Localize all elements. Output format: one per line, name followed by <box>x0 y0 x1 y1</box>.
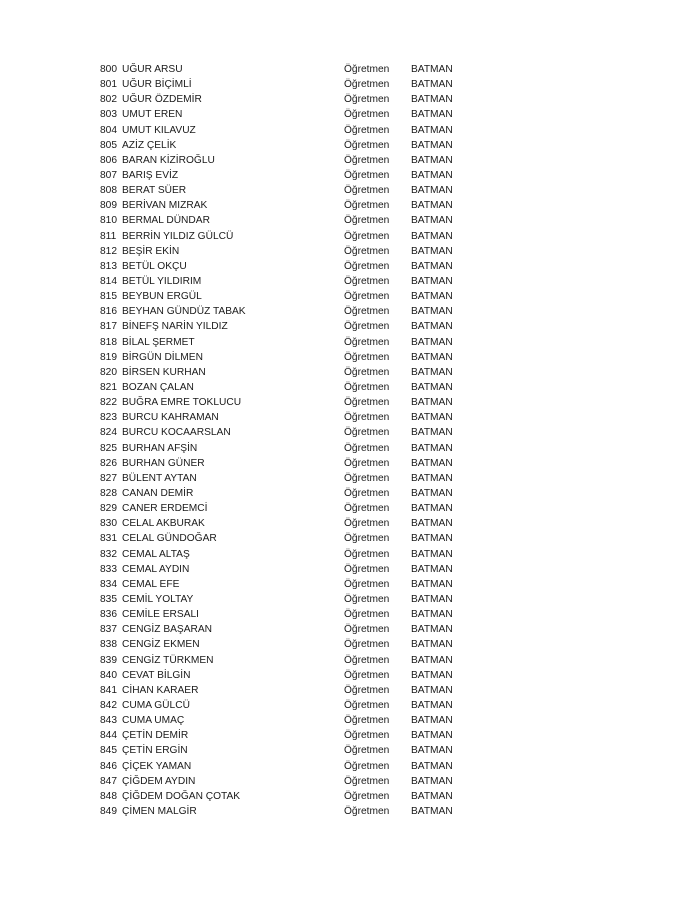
person-role: Öğretmen <box>344 260 390 272</box>
person-role: Öğretmen <box>344 760 390 772</box>
person-role: Öğretmen <box>344 64 390 76</box>
person-role: Öğretmen <box>344 563 390 575</box>
person-name: BEŞİR EKİN <box>122 245 180 257</box>
row-number: 845 <box>100 745 117 757</box>
person-role: Öğretmen <box>344 321 390 333</box>
row-number: 804 <box>100 124 117 136</box>
person-role: Öğretmen <box>344 684 390 696</box>
person-role: Öğretmen <box>344 745 390 757</box>
list-row <box>100 259 480 274</box>
person-name: BUĞRA EMRE TOKLUCU <box>122 397 242 409</box>
row-number: 826 <box>100 457 117 469</box>
row-number: 831 <box>100 533 117 545</box>
person-city: BATMAN <box>411 518 453 530</box>
list-row <box>100 183 480 198</box>
person-name: BETÜL OKÇU <box>122 260 187 272</box>
list-row <box>100 547 480 562</box>
person-role: Öğretmen <box>344 472 390 484</box>
row-number: 837 <box>100 624 117 636</box>
person-role: Öğretmen <box>344 245 390 257</box>
row-number: 811 <box>100 230 117 242</box>
row-number: 806 <box>100 154 117 166</box>
list-row <box>100 713 480 728</box>
row-number: 849 <box>100 805 117 817</box>
list-row <box>100 592 480 607</box>
person-name: CENGİZ EKMEN <box>122 639 200 651</box>
person-name: CEMİLE ERSALI <box>122 609 199 621</box>
person-name: CANAN DEMİR <box>122 488 194 499</box>
person-city: BATMAN <box>411 230 453 242</box>
list-row <box>100 456 480 471</box>
person-city: BATMAN <box>411 760 453 772</box>
row-number: 817 <box>100 321 117 333</box>
person-role: Öğretmen <box>344 775 390 787</box>
person-city: BATMAN <box>411 548 453 560</box>
list-row <box>100 92 480 107</box>
row-number: 825 <box>100 442 117 454</box>
row-number: 840 <box>100 669 117 681</box>
person-role: Öğretmen <box>344 412 390 424</box>
person-name: ÇİĞDEM DOĞAN ÇOTAK <box>122 790 241 802</box>
person-city: BATMAN <box>411 669 453 681</box>
list-row <box>100 622 480 637</box>
row-number: 843 <box>100 715 117 727</box>
list-row <box>100 123 480 138</box>
person-city: BATMAN <box>411 593 453 605</box>
person-role: Öğretmen <box>344 609 390 621</box>
person-city: BATMAN <box>411 139 453 151</box>
person-city: BATMAN <box>411 412 453 424</box>
person-name: BERMAL DÜNDAR <box>122 215 210 227</box>
person-role: Öğretmen <box>344 533 390 545</box>
list-row <box>100 516 480 531</box>
list-row <box>100 410 480 425</box>
person-role: Öğretmen <box>344 306 390 318</box>
person-name: CEVAT BİLGİN <box>122 669 191 681</box>
person-city: BATMAN <box>411 503 453 515</box>
person-city: BATMAN <box>411 306 453 318</box>
person-name: CENGİZ BAŞARAN <box>122 624 213 636</box>
person-role: Öğretmen <box>344 351 390 363</box>
list-row <box>100 531 480 546</box>
list-row <box>100 213 480 228</box>
person-role: Öğretmen <box>344 200 390 212</box>
person-role: Öğretmen <box>344 488 390 499</box>
list-row <box>100 501 480 516</box>
row-number: 816 <box>100 306 117 318</box>
list-row <box>100 77 480 92</box>
row-number: 813 <box>100 260 117 272</box>
list-row <box>100 138 480 153</box>
person-city: BATMAN <box>411 488 453 499</box>
person-name: BİLAL ŞERMET <box>122 336 195 348</box>
person-name: UMUT KILAVUZ <box>122 124 196 136</box>
row-number: 815 <box>100 291 117 303</box>
person-role: Öğretmen <box>344 170 390 182</box>
person-role: Öğretmen <box>344 790 390 802</box>
person-city: BATMAN <box>411 336 453 348</box>
person-name: ÇİĞDEM AYDIN <box>122 775 196 787</box>
person-name: CANER ERDEMCİ <box>122 503 208 515</box>
row-number: 828 <box>100 488 117 499</box>
person-role: Öğretmen <box>344 382 390 394</box>
list-row <box>100 652 480 667</box>
person-role: Öğretmen <box>344 397 390 409</box>
list-row <box>100 637 480 652</box>
person-role: Öğretmen <box>344 94 390 106</box>
person-name: UĞUR BİÇİMLİ <box>122 79 192 91</box>
row-number: 832 <box>100 548 117 560</box>
list-row <box>100 350 480 365</box>
person-role: Öğretmen <box>344 593 390 605</box>
row-number: 842 <box>100 699 117 711</box>
person-city: BATMAN <box>411 154 453 166</box>
person-name: BEYBUN ERGÜL <box>122 291 202 303</box>
list-row <box>100 289 480 304</box>
person-name: CELAL GÜNDOĞAR <box>122 533 217 545</box>
row-number: 821 <box>100 382 117 394</box>
person-name: ÇİMEN MALGİR <box>122 805 197 817</box>
list-row <box>100 607 480 622</box>
list-row <box>100 668 480 683</box>
person-city: BATMAN <box>411 805 453 817</box>
person-city: BATMAN <box>411 109 453 121</box>
row-number: 822 <box>100 397 117 409</box>
list-row <box>100 577 480 592</box>
list-row <box>100 304 480 319</box>
row-number: 830 <box>100 518 117 530</box>
person-name: CELAL AKBURAK <box>122 518 205 530</box>
row-number: 839 <box>100 654 117 666</box>
row-number: 848 <box>100 790 117 802</box>
row-number: 823 <box>100 412 117 424</box>
row-number: 801 <box>100 79 117 91</box>
row-number: 838 <box>100 639 117 651</box>
person-name: BURHAN AFŞİN <box>122 442 198 454</box>
person-role: Öğretmen <box>344 79 390 91</box>
person-role: Öğretmen <box>344 654 390 666</box>
person-role: Öğretmen <box>344 442 390 454</box>
person-city: BATMAN <box>411 382 453 394</box>
list-row <box>100 562 480 577</box>
row-number: 809 <box>100 200 117 212</box>
person-role: Öğretmen <box>344 548 390 560</box>
person-city: BATMAN <box>411 654 453 666</box>
person-name: BİNEFŞ NARİN YILDIZ <box>122 321 228 333</box>
person-role: Öğretmen <box>344 578 390 590</box>
person-city: BATMAN <box>411 699 453 711</box>
person-role: Öğretmen <box>344 427 390 439</box>
row-number: 829 <box>100 503 117 515</box>
list-row <box>100 425 480 440</box>
row-number: 810 <box>100 215 117 227</box>
person-name: UMUT EREN <box>122 109 183 121</box>
row-number: 847 <box>100 775 117 787</box>
list-row <box>100 486 480 501</box>
row-number: 802 <box>100 94 117 106</box>
person-city: BATMAN <box>411 533 453 545</box>
person-name: BARAN KİZİROĞLU <box>122 154 215 166</box>
person-name: BERRİN YILDIZ GÜLCÜ <box>122 230 234 242</box>
person-city: BATMAN <box>411 775 453 787</box>
person-city: BATMAN <box>411 185 453 197</box>
list-row <box>100 365 480 380</box>
person-name: CUMA UMAÇ <box>122 715 185 727</box>
person-role: Öğretmen <box>344 715 390 727</box>
person-city: BATMAN <box>411 64 453 76</box>
list-row <box>100 683 480 698</box>
person-city: BATMAN <box>411 684 453 696</box>
row-number: 800 <box>100 64 117 76</box>
person-role: Öğretmen <box>344 457 390 469</box>
person-city: BATMAN <box>411 170 453 182</box>
person-role: Öğretmen <box>344 699 390 711</box>
row-number: 824 <box>100 427 117 439</box>
person-city: BATMAN <box>411 624 453 636</box>
person-city: BATMAN <box>411 397 453 409</box>
person-name: ÇETİN ERGİN <box>122 745 188 757</box>
person-city: BATMAN <box>411 427 453 439</box>
row-number: 808 <box>100 185 117 197</box>
person-name: BOZAN ÇALAN <box>122 382 194 394</box>
person-city: BATMAN <box>411 276 453 288</box>
list-row <box>100 319 480 334</box>
person-city: BATMAN <box>411 321 453 333</box>
list-row <box>100 335 480 350</box>
person-city: BATMAN <box>411 609 453 621</box>
row-number: 835 <box>100 593 117 605</box>
person-name: CENGİZ TÜRKMEN <box>122 654 214 666</box>
person-city: BATMAN <box>411 639 453 651</box>
list-row <box>100 804 480 819</box>
list-row <box>100 274 480 289</box>
person-city: BATMAN <box>411 442 453 454</box>
person-name: UĞUR ARSU <box>122 64 183 76</box>
row-number: 814 <box>100 276 117 288</box>
person-name: CEMAL EFE <box>122 578 180 590</box>
row-number: 841 <box>100 684 117 696</box>
row-number: 803 <box>100 109 117 121</box>
person-role: Öğretmen <box>344 276 390 288</box>
person-name: BÜLENT AYTAN <box>122 472 197 484</box>
list-row <box>100 789 480 804</box>
person-city: BATMAN <box>411 472 453 484</box>
row-number: 818 <box>100 336 117 348</box>
list-row <box>100 471 480 486</box>
person-city: BATMAN <box>411 457 453 469</box>
person-role: Öğretmen <box>344 366 390 378</box>
row-number: 827 <box>100 472 117 484</box>
person-role: Öğretmen <box>344 215 390 227</box>
person-name: BİRSEN KURHAN <box>122 366 206 378</box>
person-city: BATMAN <box>411 351 453 363</box>
list-row <box>100 229 480 244</box>
teacher-list <box>100 62 480 819</box>
person-name: BERAT SÜER <box>122 185 187 197</box>
list-row <box>100 107 480 122</box>
person-name: BİRGÜN DİLMEN <box>122 351 203 363</box>
person-role: Öğretmen <box>344 669 390 681</box>
person-name: CEMİL YOLTAY <box>122 593 194 605</box>
row-number: 836 <box>100 609 117 621</box>
person-city: BATMAN <box>411 745 453 757</box>
row-number: 812 <box>100 245 117 257</box>
person-role: Öğretmen <box>344 336 390 348</box>
person-city: BATMAN <box>411 260 453 272</box>
person-name: BARIŞ EVİZ <box>122 170 179 182</box>
row-number: 846 <box>100 760 117 772</box>
list-row <box>100 62 480 77</box>
person-role: Öğretmen <box>344 291 390 303</box>
list-row <box>100 198 480 213</box>
list-row <box>100 395 480 410</box>
row-number: 833 <box>100 563 117 575</box>
person-name: CUMA GÜLCÜ <box>122 699 190 711</box>
list-row <box>100 441 480 456</box>
person-role: Öğretmen <box>344 518 390 530</box>
list-row <box>100 728 480 743</box>
list-row <box>100 153 480 168</box>
person-role: Öğretmen <box>344 730 390 742</box>
row-number: 834 <box>100 578 117 590</box>
row-number: 819 <box>100 351 117 363</box>
person-role: Öğretmen <box>344 124 390 136</box>
person-role: Öğretmen <box>344 154 390 166</box>
person-role: Öğretmen <box>344 230 390 242</box>
person-city: BATMAN <box>411 79 453 91</box>
person-city: BATMAN <box>411 291 453 303</box>
person-role: Öğretmen <box>344 185 390 197</box>
person-city: BATMAN <box>411 563 453 575</box>
row-number: 807 <box>100 170 117 182</box>
person-city: BATMAN <box>411 215 453 227</box>
person-role: Öğretmen <box>344 624 390 636</box>
list-row <box>100 743 480 758</box>
list-row <box>100 244 480 259</box>
person-role: Öğretmen <box>344 139 390 151</box>
person-city: BATMAN <box>411 124 453 136</box>
person-city: BATMAN <box>411 790 453 802</box>
person-name: ÇİÇEK YAMAN <box>122 760 192 772</box>
person-name: UĞUR ÖZDEMİR <box>122 94 202 106</box>
person-name: CEMAL ALTAŞ <box>122 548 190 560</box>
person-name: BETÜL YILDIRIM <box>122 276 202 288</box>
person-name: ÇETİN DEMİR <box>122 730 189 742</box>
list-row <box>100 380 480 395</box>
person-name: CİHAN KARAER <box>122 684 199 696</box>
row-number: 844 <box>100 730 117 742</box>
person-role: Öğretmen <box>344 503 390 515</box>
person-city: BATMAN <box>411 366 453 378</box>
list-row <box>100 168 480 183</box>
person-city: BATMAN <box>411 578 453 590</box>
row-number: 805 <box>100 139 117 151</box>
person-city: BATMAN <box>411 730 453 742</box>
person-name: BURCU KAHRAMAN <box>122 412 219 424</box>
person-city: BATMAN <box>411 200 453 212</box>
list-row <box>100 698 480 713</box>
list-row <box>100 758 480 773</box>
list-row <box>100 774 480 789</box>
person-name: CEMAL AYDIN <box>122 563 190 575</box>
person-name: BURCU KOCAARSLAN <box>122 427 231 439</box>
person-role: Öğretmen <box>344 639 390 651</box>
person-city: BATMAN <box>411 245 453 257</box>
person-city: BATMAN <box>411 94 453 106</box>
person-role: Öğretmen <box>344 109 390 121</box>
person-role: Öğretmen <box>344 805 390 817</box>
person-city: BATMAN <box>411 715 453 727</box>
person-name: AZİZ ÇELİK <box>122 139 177 151</box>
person-name: BURHAN GÜNER <box>122 457 205 469</box>
row-number: 820 <box>100 366 117 378</box>
person-name: BEYHAN GÜNDÜZ TABAK <box>122 306 246 318</box>
person-name: BERİVAN MIZRAK <box>122 200 208 212</box>
